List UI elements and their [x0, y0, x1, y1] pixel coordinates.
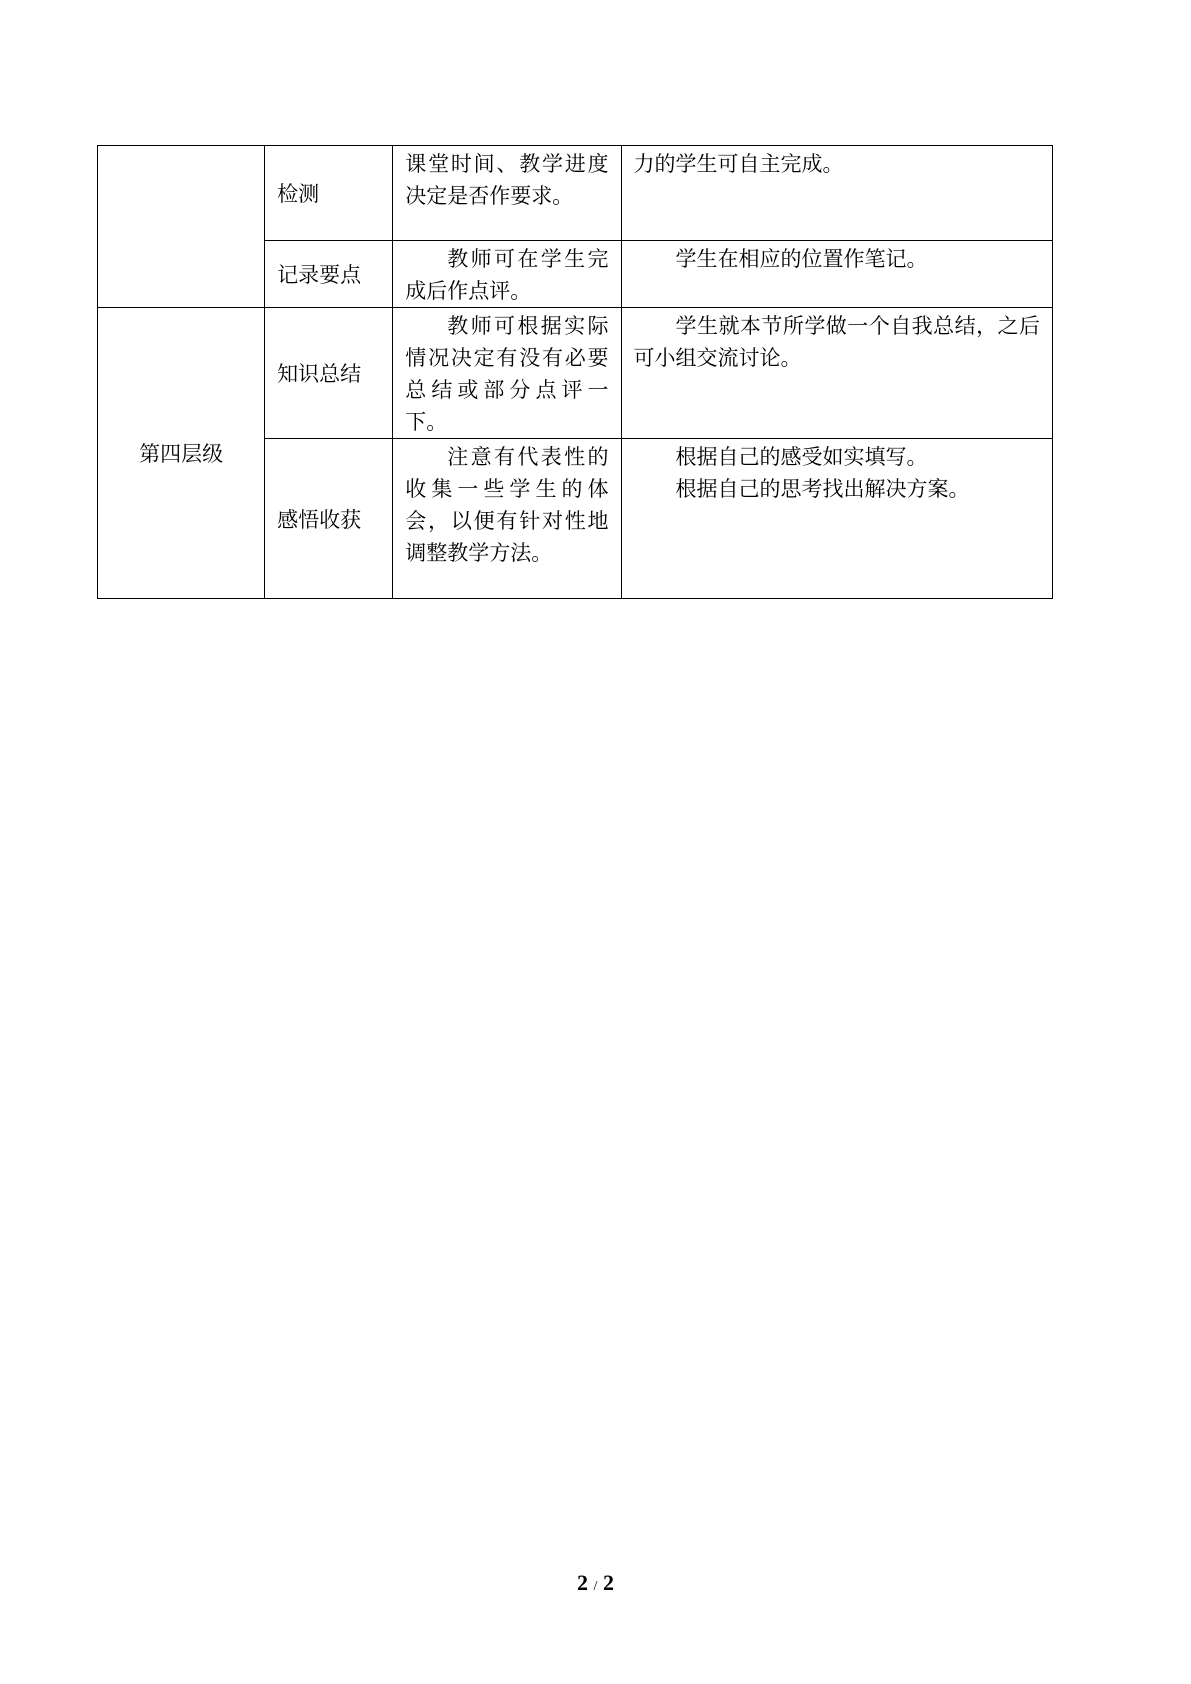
page-number	[0, 1570, 1191, 1596]
current-page: 2	[577, 1570, 589, 1595]
teacher-text: 教师可在学生完成后作点评。	[405, 247, 609, 303]
student-text-line-1: 根据自己的感受如实填写。	[675, 445, 928, 469]
teacher-text: 课堂时间、教学进度决定是否作要求。	[405, 152, 609, 208]
teacher-cell-knowledge-summary	[393, 308, 621, 439]
item-cell-record-points: 记录要点	[265, 241, 393, 308]
level-cell-fourth: 第四层级	[98, 308, 265, 599]
teacher-text: 注意有代表性的收集一些学生的体会，以便有针对性地调整教学方法。	[405, 445, 609, 565]
student-cell-insights	[621, 439, 1052, 599]
table-row	[98, 308, 1053, 439]
level-cell-continued	[98, 146, 265, 308]
page-separator: /	[593, 1579, 598, 1594]
teacher-cell-detection	[393, 146, 621, 241]
item-cell-detection: 检测	[265, 146, 393, 241]
lesson-plan-table	[97, 145, 1053, 599]
student-text: 学生就本节所学做一个自我总结，之后可小组交流讨论。	[633, 314, 1040, 370]
student-cell-knowledge-summary	[621, 308, 1052, 439]
teacher-cell-insights	[393, 439, 621, 599]
student-text: 力的学生可自主完成。	[633, 152, 844, 176]
student-cell-detection	[621, 146, 1052, 241]
student-cell-record-points	[621, 241, 1052, 308]
item-cell-knowledge-summary: 知识总结	[265, 308, 393, 439]
student-text: 学生在相应的位置作笔记。	[675, 247, 928, 271]
student-text-line-2: 根据自己的思考找出解决方案。	[675, 477, 970, 501]
total-pages: 2	[602, 1570, 614, 1595]
teacher-text: 教师可根据实际情况决定有没有必要总结或部分点评一下。	[405, 314, 609, 434]
item-cell-insights: 感悟收获	[265, 439, 393, 599]
teacher-cell-record-points	[393, 241, 621, 308]
table-row	[98, 146, 1053, 241]
